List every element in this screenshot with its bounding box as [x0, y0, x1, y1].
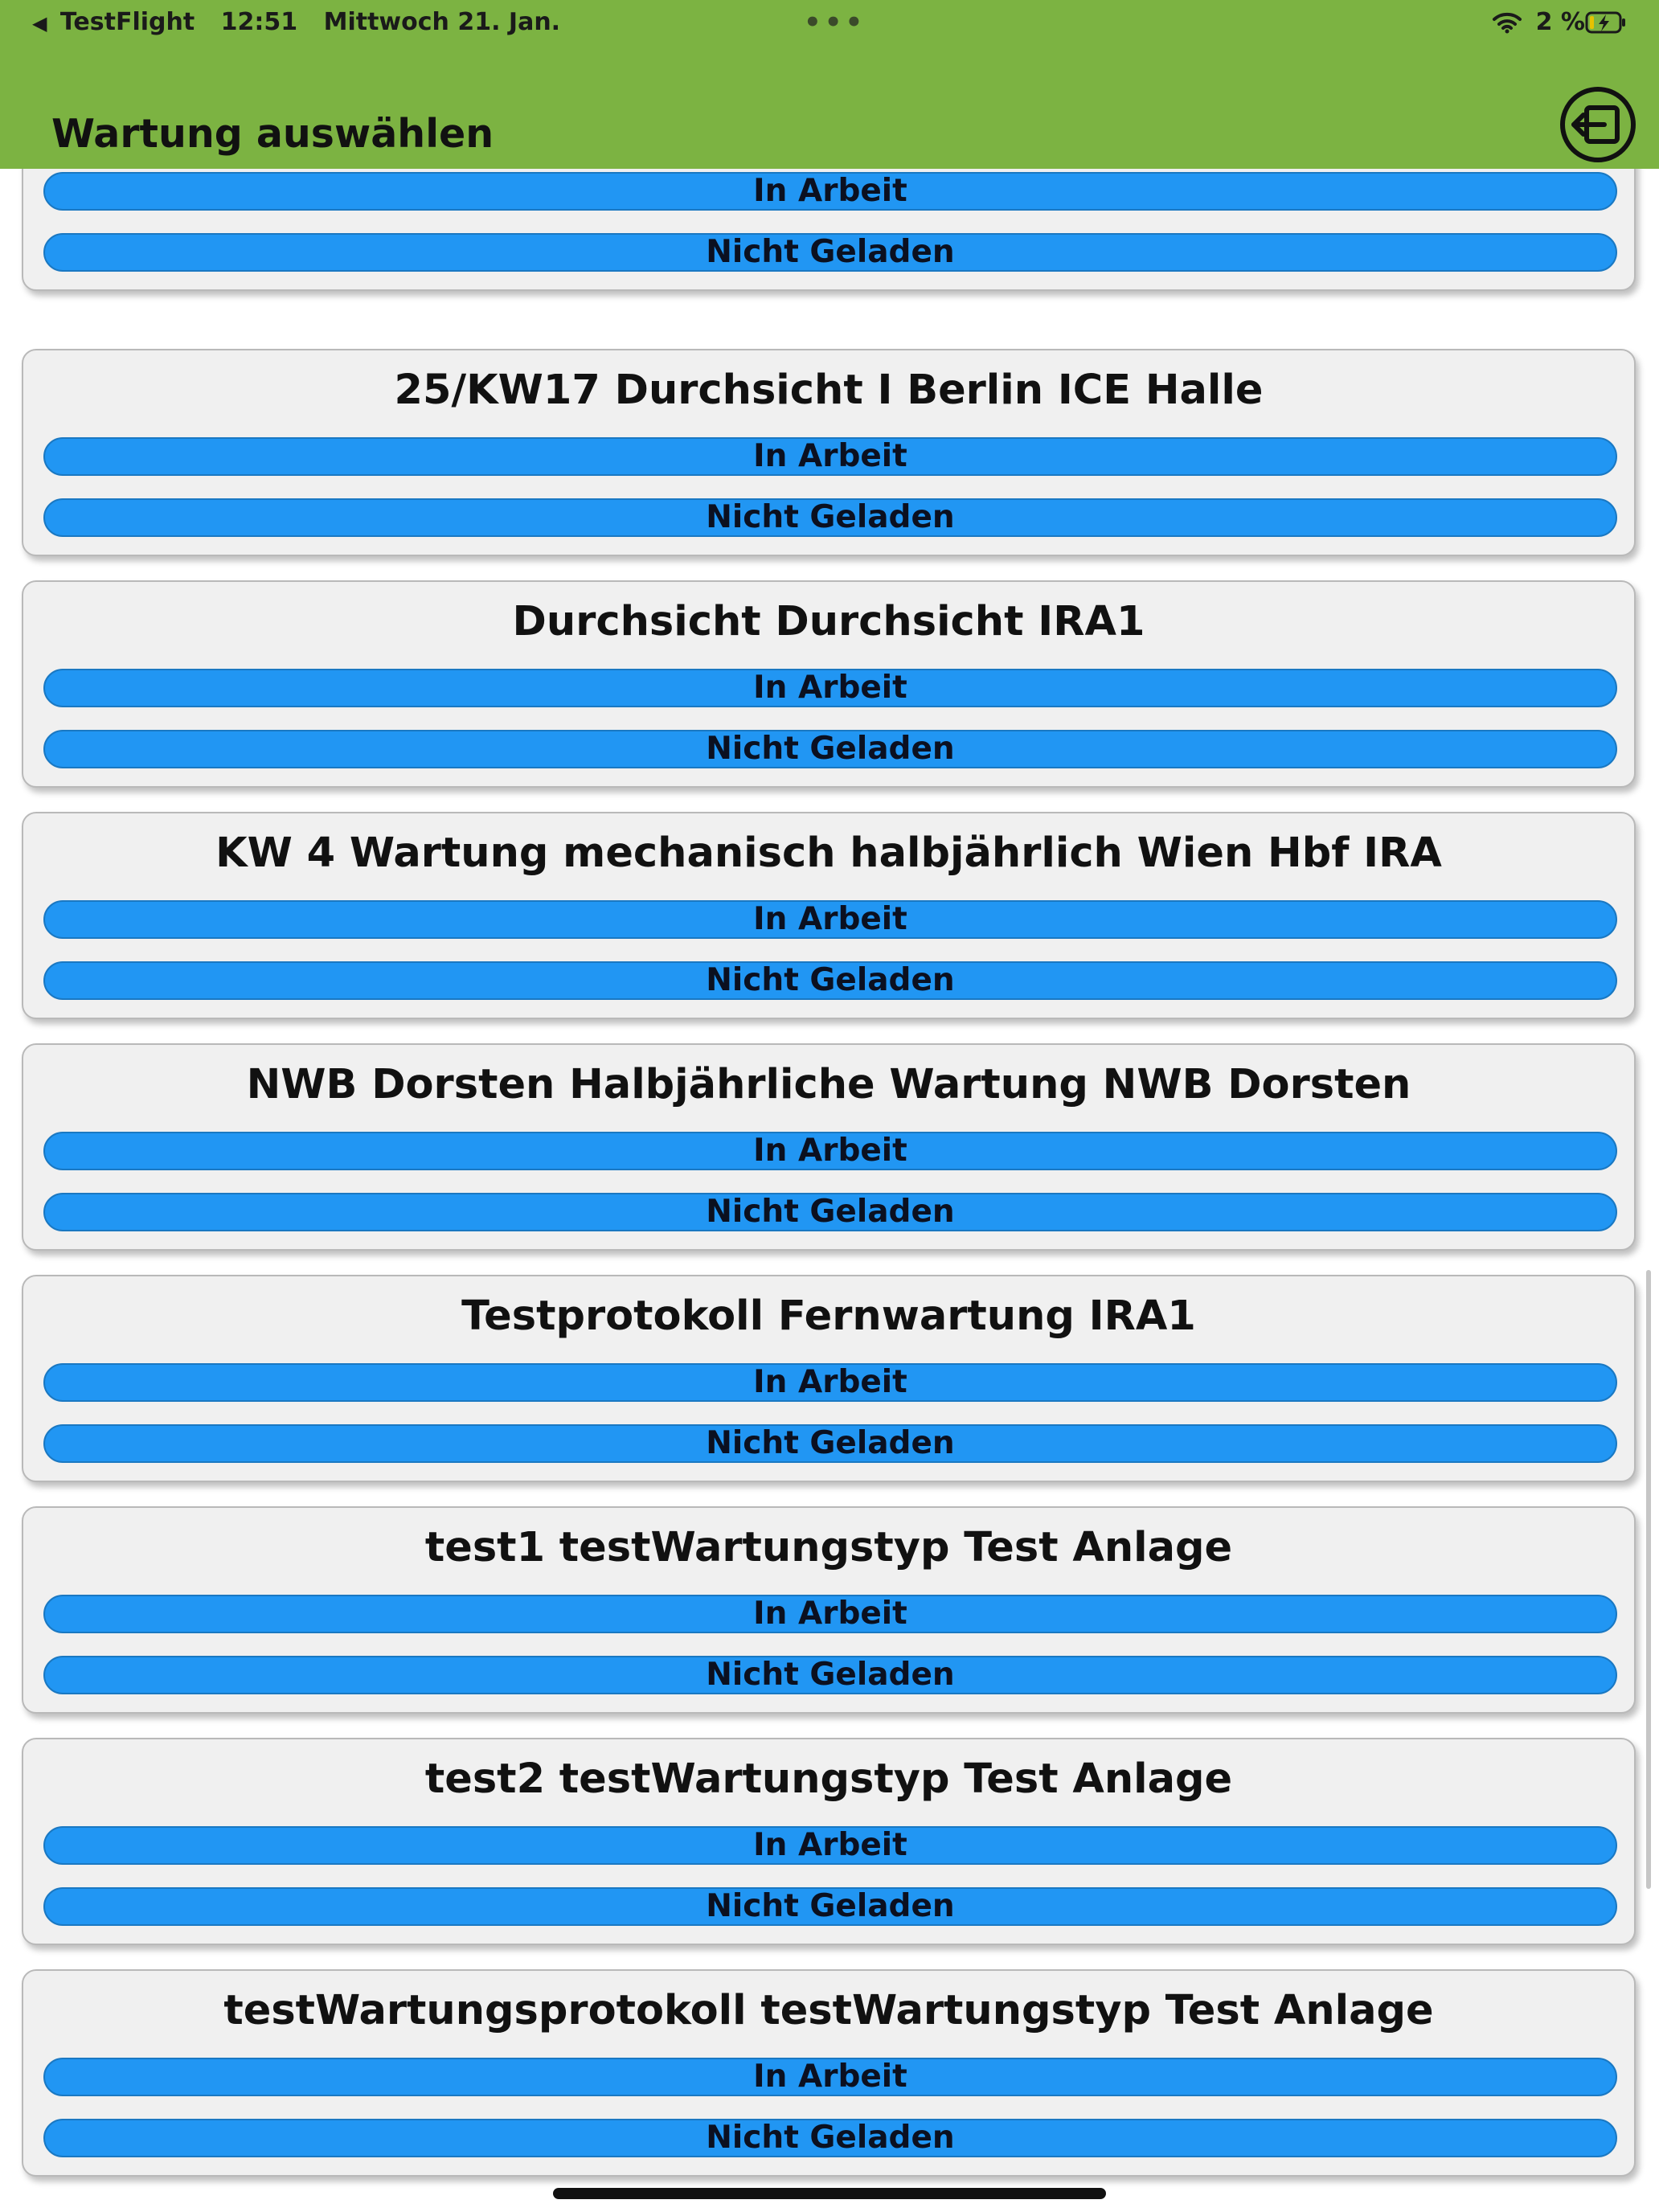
scrollbar[interactable] — [1646, 1270, 1651, 1889]
list-item[interactable] — [22, 1969, 1636, 2177]
list-item[interactable] — [22, 1043, 1636, 1251]
maintenance-title: 25/KW17 Durchsicht I Berlin ICE Halle — [394, 367, 1264, 414]
list-item[interactable] — [22, 349, 1636, 556]
list-item[interactable] — [22, 1275, 1636, 1482]
maintenance-title: test2 testWartungstyp Test Anlage — [424, 1755, 1233, 1803]
list-item[interactable] — [22, 169, 1636, 291]
list-item[interactable] — [22, 1506, 1636, 1714]
status-nicht-geladen[interactable]: Nicht Geladen — [43, 1887, 1617, 1926]
maintenance-title: KW 4 Wartung mechanisch halbjährlich Wien Hbf IRA — [215, 830, 1442, 877]
maintenance-list[interactable] — [0, 169, 1659, 2212]
status-nicht-geladen[interactable]: Nicht Geladen — [43, 498, 1617, 537]
maintenance-title: Testprotokoll Fernwartung IRA1 — [461, 1292, 1196, 1340]
status-nicht-geladen[interactable]: Nicht Geladen — [43, 1424, 1617, 1463]
battery-percent: 2 % — [1535, 8, 1585, 36]
status-nicht-geladen[interactable]: Nicht Geladen — [43, 2119, 1617, 2157]
status-date: Mittwoch 21. Jan. — [323, 8, 561, 36]
status-in-arbeit[interactable]: In Arbeit — [43, 900, 1617, 939]
status-in-arbeit[interactable]: In Arbeit — [43, 669, 1617, 707]
status-left — [32, 8, 578, 36]
maintenance-title: NWB Dorsten Halbjährliche Wartung NWB Dorsten — [246, 1061, 1411, 1108]
status-in-arbeit[interactable]: In Arbeit — [43, 2058, 1617, 2096]
back-arrow-icon[interactable]: ◀ — [32, 12, 47, 35]
list-item[interactable] — [22, 580, 1636, 788]
app-header — [0, 0, 1659, 169]
status-bar — [0, 0, 1659, 45]
status-nicht-geladen[interactable]: Nicht Geladen — [43, 1656, 1617, 1694]
status-in-arbeit[interactable]: In Arbeit — [43, 437, 1617, 476]
status-in-arbeit[interactable]: In Arbeit — [43, 172, 1617, 211]
list-item[interactable] — [22, 812, 1636, 1019]
status-in-arbeit[interactable]: In Arbeit — [43, 1595, 1617, 1633]
maintenance-title: testWartungsprotokoll testWartungstyp Test Anlage — [223, 1987, 1434, 2034]
status-nicht-geladen[interactable]: Nicht Geladen — [43, 1193, 1617, 1231]
status-in-arbeit[interactable]: In Arbeit — [43, 1826, 1617, 1865]
wifi-icon — [1492, 11, 1522, 34]
status-nicht-geladen[interactable]: Nicht Geladen — [43, 730, 1617, 768]
back-to-app-link[interactable]: TestFlight — [59, 8, 195, 36]
home-indicator[interactable] — [553, 2188, 1106, 2199]
status-in-arbeit[interactable]: In Arbeit — [43, 1132, 1617, 1170]
status-time: 12:51 — [220, 8, 298, 36]
logout-button[interactable] — [1558, 87, 1638, 162]
maintenance-title: test1 testWartungstyp Test Anlage — [424, 1524, 1233, 1571]
battery-charging-icon — [1585, 10, 1627, 35]
multitasking-dots[interactable]: ••• — [804, 6, 866, 39]
page-title: Wartung auswählen — [51, 111, 494, 157]
maintenance-title: Durchsicht Durchsicht IRA1 — [512, 598, 1145, 645]
status-nicht-geladen[interactable]: Nicht Geladen — [43, 233, 1617, 272]
list-item[interactable] — [22, 1738, 1636, 1945]
status-nicht-geladen[interactable]: Nicht Geladen — [43, 961, 1617, 1000]
status-in-arbeit[interactable]: In Arbeit — [43, 1363, 1617, 1402]
